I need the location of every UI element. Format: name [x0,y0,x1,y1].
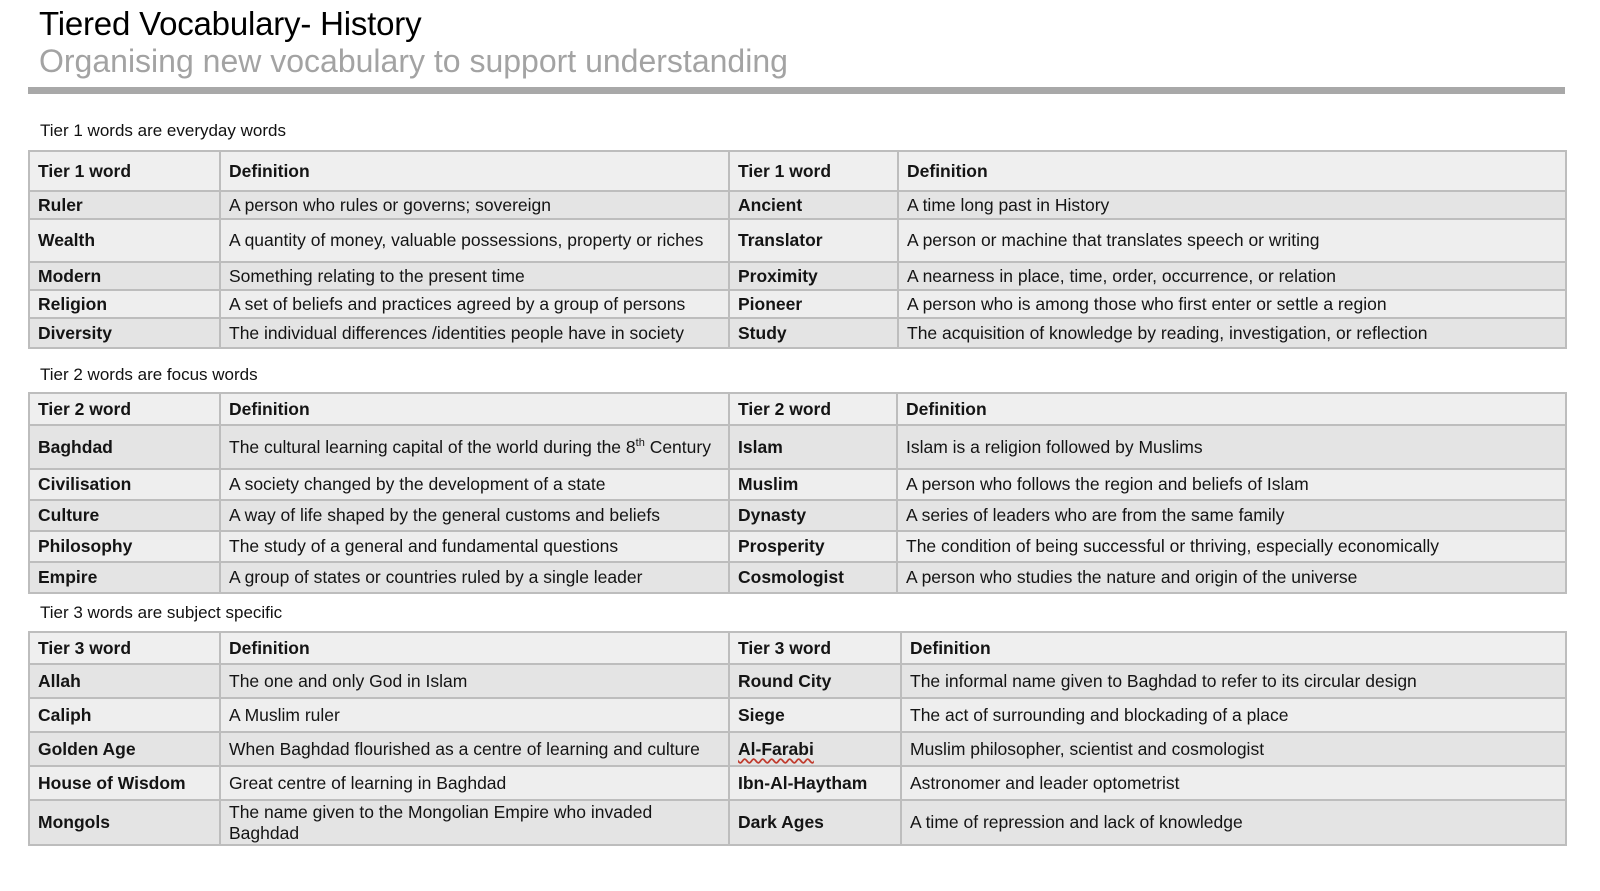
column-header: Definition [220,393,729,425]
term-cell: Siege [729,698,901,732]
term-cell: Wealth [29,219,220,262]
definition-cell: Great centre of learning in Baghdad [220,766,729,800]
term-cell: Empire [29,562,220,593]
term-cell: Ibn-Al-Haytham [729,766,901,800]
table-row [29,531,1566,562]
definition-cell: A person who follows the region and beliefs of Islam [897,469,1566,500]
definition-cell: A Muslim ruler [220,698,729,732]
table-row [29,290,1566,318]
tier3-table [28,631,1567,846]
term-cell: Modern [29,262,220,290]
definition-cell: A series of leaders who are from the same family [897,500,1566,531]
definition-cell: Something relating to the present time [220,262,729,290]
spellcheck-underlined-term: Al-Farabi [738,738,814,759]
term-cell [729,732,901,766]
column-header: Definition [901,632,1566,664]
definition-cell: The individual differences /identities people have in society [220,318,729,348]
definition-cell: Muslim philosopher, scientist and cosmologist [901,732,1566,766]
term-cell: Ancient [729,191,898,219]
tier1-table [28,150,1567,349]
term-cell: Dark Ages [729,800,901,845]
tier2-table [28,392,1567,594]
table-row [29,191,1566,219]
header-divider [28,87,1565,94]
table-header-row [29,632,1566,664]
table-header-row [29,151,1566,191]
column-header: Tier 2 word [29,393,220,425]
term-cell: Pioneer [729,290,898,318]
definition-cell: A person or machine that translates speech or writing [898,219,1566,262]
term-cell: Ruler [29,191,220,219]
term-cell: Cosmologist [729,562,897,593]
definition-cell: When Baghdad flourished as a centre of learning and culture [220,732,729,766]
definition-cell: A nearness in place, time, order, occurrence, or relation [898,262,1566,290]
term-cell: Proximity [729,262,898,290]
table-row [29,766,1566,800]
term-cell: Philosophy [29,531,220,562]
table-row [29,500,1566,531]
definition-cell: A society changed by the development of a state [220,469,729,500]
term-cell: Round City [729,664,901,698]
tier2-section-label: Tier 2 words are focus words [40,365,258,384]
ordinal-suffix: th [635,436,645,449]
definition-cell: A way of life shaped by the general customs and beliefs [220,500,729,531]
column-header: Definition [897,393,1566,425]
column-header: Definition [220,151,729,191]
definition-cell: Astronomer and leader optometrist [901,766,1566,800]
column-header: Tier 1 word [29,151,220,191]
definition-cell: A group of states or countries ruled by a single leader [220,562,729,593]
table-row [29,425,1566,469]
definition-cell: The name given to the Mongolian Empire who invaded Baghdad [220,800,729,845]
term-cell: Diversity [29,318,220,348]
tier1-section-label: Tier 1 words are everyday words [40,121,286,140]
term-cell: House of Wisdom [29,766,220,800]
term-cell: Culture [29,500,220,531]
table-row [29,318,1566,348]
page-title: Tiered Vocabulary- History [39,5,422,42]
term-cell: Islam [729,425,897,469]
definition-cell: A person who is among those who first enter or settle a region [898,290,1566,318]
term-cell: Translator [729,219,898,262]
definition-cell: A time of repression and lack of knowledge [901,800,1566,845]
column-header: Definition [220,632,729,664]
definition-cell [220,425,729,469]
definition-cell: The act of surrounding and blockading of a place [901,698,1566,732]
term-cell: Caliph [29,698,220,732]
definition-cell: A quantity of money, valuable possessions, property or riches [220,219,729,262]
column-header: Tier 3 word [29,632,220,664]
term-cell: Mongols [29,800,220,845]
definition-cell: The study of a general and fundamental questions [220,531,729,562]
term-cell: Prosperity [729,531,897,562]
definition-cell: A set of beliefs and practices agreed by a group of persons [220,290,729,318]
term-cell: Dynasty [729,500,897,531]
tier3-section-label: Tier 3 words are subject specific [40,603,283,622]
column-header: Tier 2 word [729,393,897,425]
table-row [29,562,1566,593]
column-header: Tier 3 word [729,632,901,664]
definition-cell: The condition of being successful or thriving, especially economically [897,531,1566,562]
term-cell: Study [729,318,898,348]
table-row [29,469,1566,500]
term-cell: Religion [29,290,220,318]
definition-cell: The acquisition of knowledge by reading, investigation, or reflection [898,318,1566,348]
term-cell: Baghdad [29,425,220,469]
definition-cell: A time long past in History [898,191,1566,219]
definition-text: Century [644,436,711,457]
table-row [29,664,1566,698]
definition-text: The cultural learning capital of the world during the 8 [229,436,636,457]
definition-cell: The one and only God in Islam [220,664,729,698]
term-cell: Allah [29,664,220,698]
definition-cell: A person who studies the nature and origin of the universe [897,562,1566,593]
table-row [29,800,1566,845]
table-row [29,262,1566,290]
table-row [29,732,1566,766]
column-header: Definition [898,151,1566,191]
table-header-row [29,393,1566,425]
definition-cell: A person who rules or governs; sovereign [220,191,729,219]
term-cell: Golden Age [29,732,220,766]
table-row [29,698,1566,732]
definition-cell: Islam is a religion followed by Muslims [897,425,1566,469]
term-cell: Muslim [729,469,897,500]
table-row [29,219,1566,262]
definition-cell: The informal name given to Baghdad to refer to its circular design [901,664,1566,698]
term-cell: Civilisation [29,469,220,500]
page-subtitle: Organising new vocabulary to support understanding [39,43,788,79]
column-header: Tier 1 word [729,151,898,191]
